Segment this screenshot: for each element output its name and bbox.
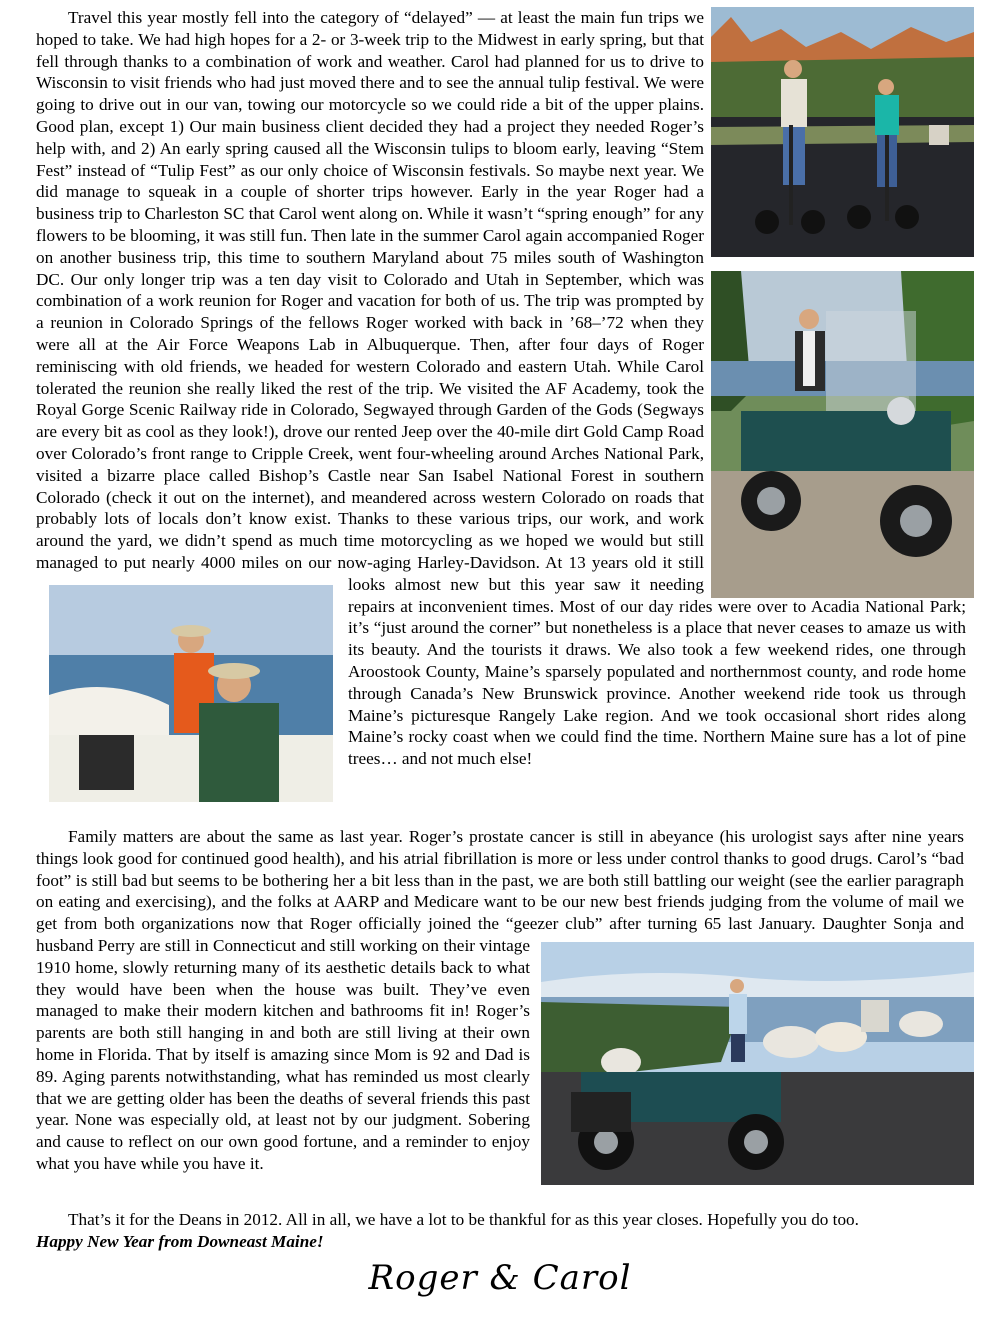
family-paragraph: Family matters are about the same as last year. Roger’s prostate cancer is still in abeyance (his urologist says after nine years things look good for continued good health), and his atrial fibrillation is more or less under control thanks to good drugs. Carol’s “bad foot” is still bad but seems to be bothering her a bit less than in the past, we are both still battling our weight (see the earlier paragraph on eating and exercising), and the folks at AARP and Medicare want to be our new best friends judging from the volume of mail we get from both organizations now that Roger officially joined the “geezer club” after turning 65 last January. Daughter Sonja and husband Perry are still in Connecticut and still working on their vintage 1910 home, slowly returning many of its aesthetic details back to what they would have been when the house was built. They’ve even managed to make their modern kitchen and bathrooms fit in! Roger’s parents are both still hanging in and both are still living at their own home in Florida. That by itself is amazing since Mom is 92 and Dad is 89. Aging parents notwithstanding, what has reminded us most clearly that we are getting older has been the deaths of several friends this past year. None was especially old, at least not by our judgment. Sobering and cause to reflect on our own good fortune, and a reminder to enjoy what you have while you have it. xyxy=(36,827,964,1173)
travel-section xyxy=(36,7,966,818)
travel-paragraph: Travel this year mostly fell into the category of “delayed” — at least the main fun trips we hoped to take. We had high hopes for a 2- or 3-week trip to the Midwest in early spring, but that fell through thanks to a combination of work and weather. Carol had planned for us to drive to Wisconsin to visit friends who had just moved there and to see the annual tulip festival. We were going to drive out in our van, towing our motorcycle so we could ride a bit of the upper plains. Good plan, except 1) Our main business client decided they had a project they needed Roger’s help with, and 2) An early spring caused all the Wisconsin tulips to bloom early, leaving “Stem Fest” instead of “Tulip Fest” as our only choice of Wisconsin festivals. So maybe next year. We did manage to squeak in a couple of shorter trips however. Early in the year Roger had a business trip to Charleston SC that Carol went along on. While it wasn’t “spring enough” for any flowers to be blooming, it was still fun. Then late in the summer Carol again accompanied Roger on another business trip, this time to southern Maryland about 75 miles south of Washington DC. Our only longer trip was a ten day visit to Colorado and Utah in September, which was combination of a work reunion for Roger and vacation for both of us. The trip was prompted by a reunion in Colorado Springs of the fellows Roger worked with back in ’68–’72 when they were all at the Air Force Weapons Lab in Albuquerque. Then, after four days of Roger reminiscing with old friends, we headed for western Colorado and eastern Utah. While Carol tolerated the reunion she really liked the rest of the trip. We visited the AF Academy, took the Royal Gorge Scenic Railway ride in Colorado, Segwayed through Garden of the Gods (Segways are every bit as cool as they look!), drove our rented Jeep over the 40-mile dirt Gold Camp Road over Colorado’s front range to Cripple Creek, went four-wheeling around Arches National Park, visited a bizarre place called Bishop’s Castle near San Isabel National Forest in southern Colorado (check it out on the internet), and meandered across western Colorado on roads that probably lots of locals don’t know exist. Thanks to these various trips, our work, and work around the yard, we didn’t spend as much time motorcycling as we hoped we would but still managed to put nearly 4000 miles on our now-aging Harley-Davidson. At 13 years old it still looks almost new but this year saw it needing repairs at inconvenient times. Most of our day rides were over to Acadia National Park; it’s “just around the corner” but nonetheless is a place that never ceases to amaze us with its beauty. And the tourists it draws. We also took a few weekend rides, one through Aroostook County, Maine’s sparsely populated and northernmost county, and rode home through Canada’s New Brunswick province. Another weekend ride took us through Maine’s picturesque Rangely Lake region. And we took occasional short rides along Maine’s rocky coast when we could find the time. Northern Maine sure has a lot of pine trees… and not much else! xyxy=(36,8,966,769)
new-year-greeting: Happy New Year from Downeast Maine! xyxy=(36,1231,324,1251)
signature: Roger & Carol xyxy=(368,1258,632,1298)
closing-paragraph: That’s it for the Deans in 2012. All in all, we have a lot to be thankful for as this year closes. Hopefully you do too. xyxy=(68,1210,859,1229)
closing-section xyxy=(36,1209,964,1253)
family-section xyxy=(36,826,964,1186)
